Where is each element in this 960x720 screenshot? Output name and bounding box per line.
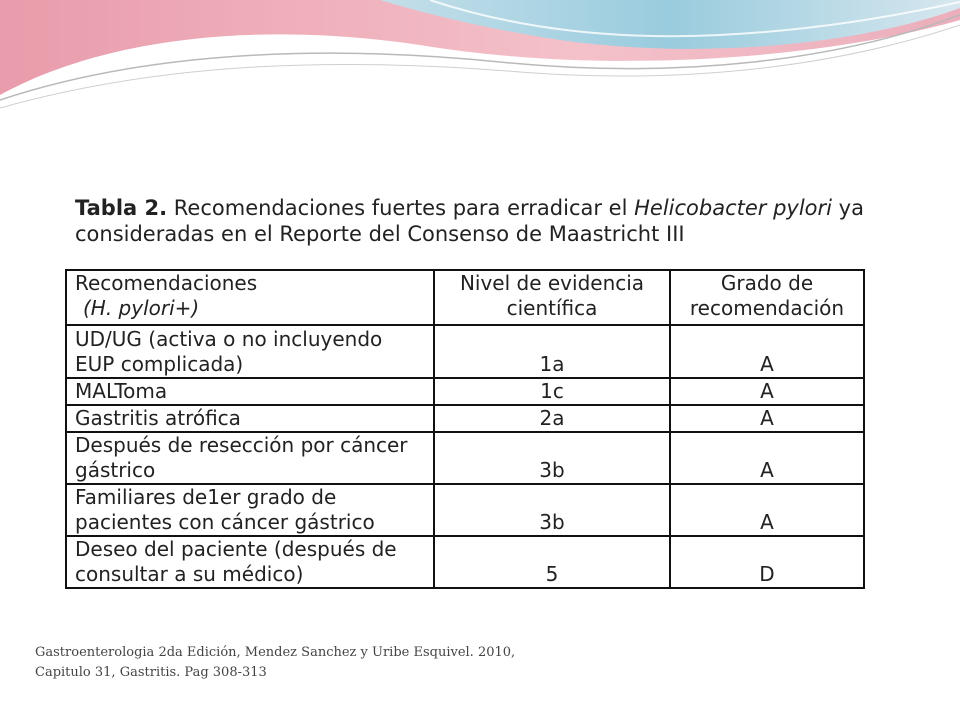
cell-grade: A xyxy=(670,484,864,536)
recommendations-table xyxy=(65,269,865,589)
cell-recommendation: Deseo del paciente (después de consultar a su médico) xyxy=(66,536,434,588)
cell-grade: A xyxy=(670,325,864,378)
table-row xyxy=(66,405,864,432)
header-evidence-level: Nivel de evidencia científica xyxy=(434,270,670,325)
reference-line-1: Gastroenterologia 2da Edición, Mendez Sanchez y Uribe Esquivel. 2010, xyxy=(35,645,516,660)
header-recommendation-grade: Grado de recomendación xyxy=(670,270,864,325)
caption-text-after: ya consideradas en el Reporte del Consenso de Maastricht III xyxy=(75,196,864,246)
table-row xyxy=(66,536,864,588)
cell-level: 3b xyxy=(434,484,670,536)
cell-recommendation: UD/UG (activa o no incluyendo EUP complicada) xyxy=(66,325,434,378)
table-header-row xyxy=(66,270,864,325)
cell-level: 5 xyxy=(434,536,670,588)
caption-text-before: Recomendaciones fuertes para erradicar el xyxy=(167,196,635,220)
cell-grade: A xyxy=(670,432,864,484)
cell-level: 2a xyxy=(434,405,670,432)
table-row xyxy=(66,432,864,484)
table-row xyxy=(66,378,864,405)
cell-grade: D xyxy=(670,536,864,588)
cell-grade: A xyxy=(670,378,864,405)
table-row xyxy=(66,484,864,536)
header-recommendations xyxy=(66,270,434,325)
cell-recommendation: Después de resección por cáncer gástrico xyxy=(66,432,434,484)
reference-citation xyxy=(35,643,515,683)
decorative-wave-banner xyxy=(0,0,960,120)
cell-level: 3b xyxy=(434,432,670,484)
caption-label: Tabla 2. xyxy=(75,196,168,220)
cell-recommendation: Familiares de1er grado de pacientes con cáncer gástrico xyxy=(66,484,434,536)
cell-level: 1a xyxy=(434,325,670,378)
header-recommendations-title: Recomendaciones xyxy=(75,271,258,295)
reference-line-2: Capitulo 31, Gastritis. Pag 308-313 xyxy=(35,665,267,680)
cell-grade: A xyxy=(670,405,864,432)
cell-recommendation: Gastritis atrófica xyxy=(66,405,434,432)
caption-organism: Helicobacter pylori xyxy=(634,196,832,220)
header-recommendations-subtitle: (H. pylori+) xyxy=(83,296,200,320)
cell-level: 1c xyxy=(434,378,670,405)
table-caption xyxy=(75,195,865,247)
table-row xyxy=(66,325,864,378)
cell-recommendation: MALToma xyxy=(66,378,434,405)
